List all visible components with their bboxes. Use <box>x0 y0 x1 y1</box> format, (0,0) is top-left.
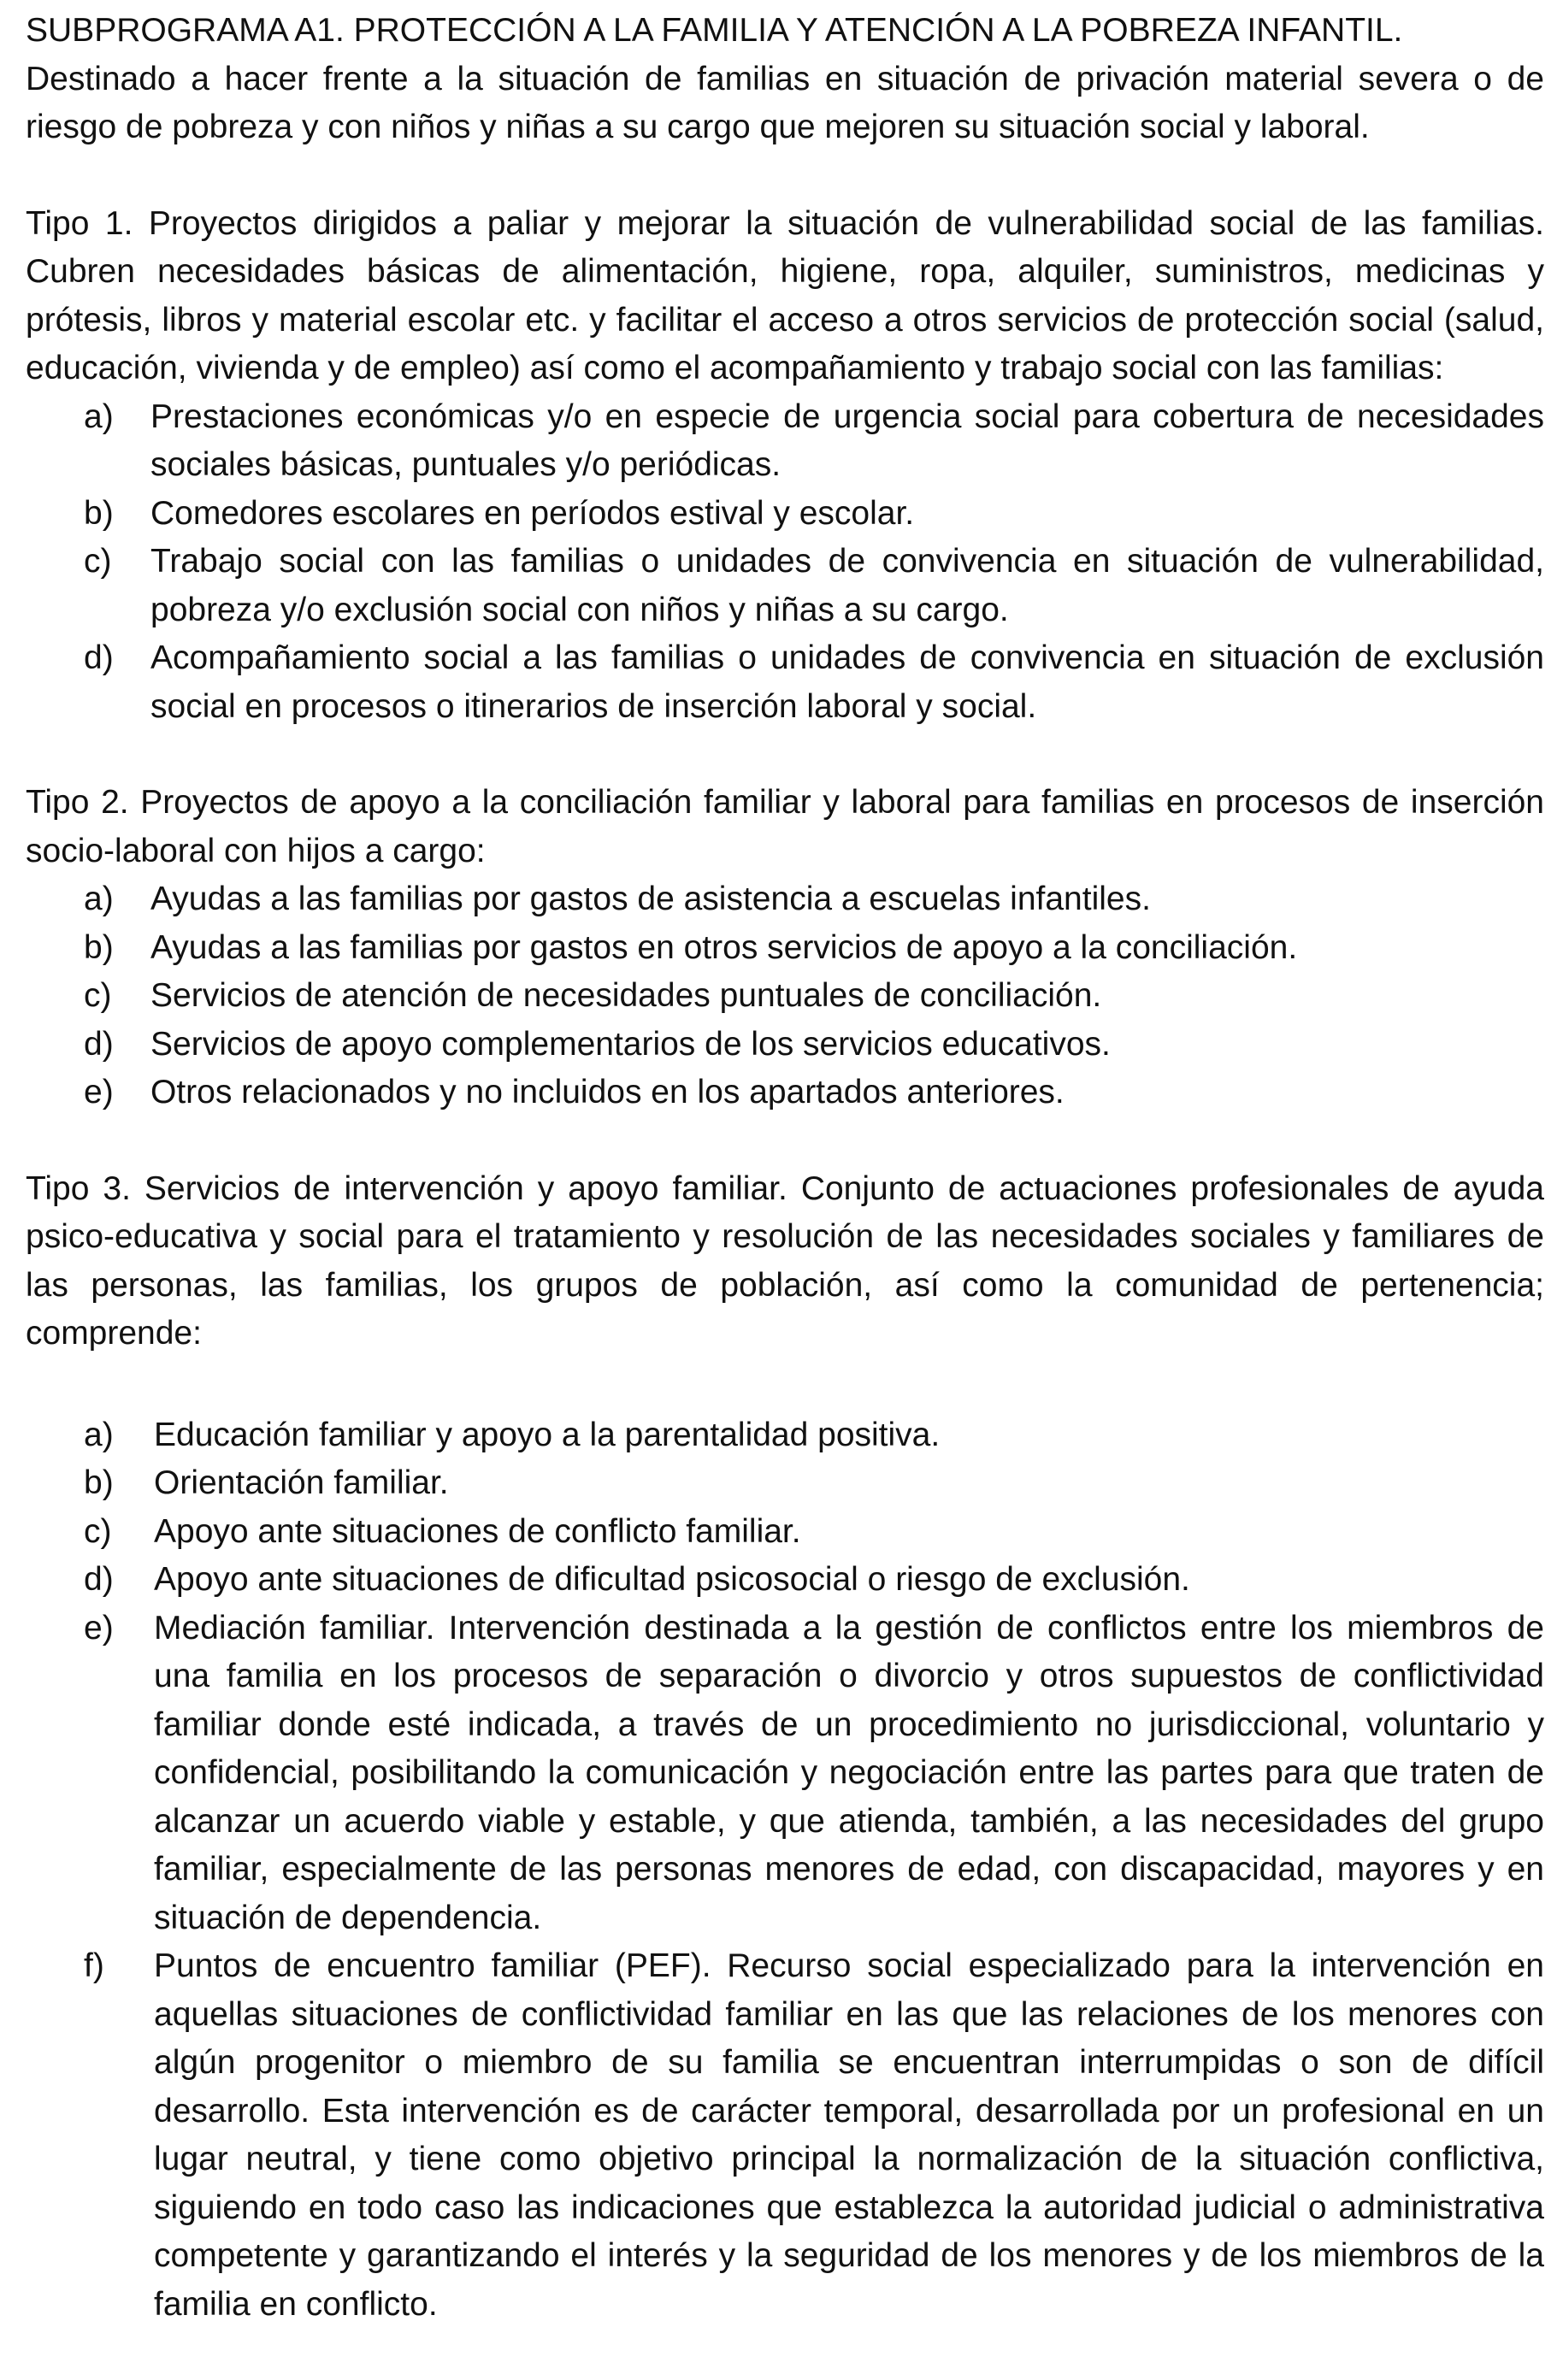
tipo-2-section <box>26 779 1544 1117</box>
spacer <box>26 731 1544 779</box>
list-item-text: Servicios de atención de necesidades puntuales de conciliación. <box>150 977 1102 1014</box>
list-item-text: Orientación familiar. <box>154 1464 449 1501</box>
list-item-text: Acompañamiento social a las familias o unidades de convivencia en situación de exclusión social en procesos o itinerarios de inserción laboral y social. <box>150 639 1544 725</box>
list-item <box>26 1942 1544 2329</box>
list-item <box>26 1411 1544 1460</box>
list-item <box>26 972 1544 1021</box>
list-item <box>26 1605 1544 1943</box>
list-item-text: Ayudas a las familias por gastos de asistencia a escuelas infantiles. <box>150 881 1151 917</box>
list-item <box>26 634 1544 731</box>
list-marker: c) <box>84 1512 112 1550</box>
tipo-2-intro: Tipo 2. Proyectos de apoyo a la conciliación familiar y laboral para familias en procesos de inserción socio-laboral con hijos a cargo: <box>26 784 1544 869</box>
list-item-text: Otros relacionados y no incluidos en los apartados anteriores. <box>150 1074 1065 1110</box>
list-item <box>26 490 1544 539</box>
list-marker: a) <box>84 398 114 435</box>
list-marker: d) <box>84 1561 114 1598</box>
subprogram-title: SUBPROGRAMA A1. PROTECCIÓN A LA FAMILIA Y ATENCIÓN A LA POBREZA INFANTIL. <box>26 12 1403 49</box>
tipo-3-section <box>26 1165 1544 2330</box>
list-item-text: Apoyo ante situaciones de dificultad psicosocial o riesgo de exclusión. <box>154 1561 1190 1598</box>
list-marker: a) <box>84 1416 114 1453</box>
tipo-1-intro: Tipo 1. Proyectos dirigidos a paliar y mejorar la situación de vulnerabilidad social de las familias. Cubren necesidades básicas de alimentación, higiene, ropa, alquiler, suministros, medicinas y prótesis, libros y material escolar etc. y facilitar el acceso a otros servicios de protección social (salud, educación, vivienda y de empleo) así como el acompañamiento y trabajo social con las familias: <box>26 204 1544 386</box>
tipo-3-intro: Tipo 3. Servicios de intervención y apoyo familiar. Conjunto de actuaciones profesionales de ayuda psico-educativa y social para el tratamiento y resolución de las necesidades sociales y familiares de las personas, las familias, los grupos de población, así como la comunidad de pertenencia; comprende: <box>26 1169 1544 1352</box>
list-item <box>26 924 1544 973</box>
list-marker: e) <box>84 1609 114 1647</box>
tipo-1-section <box>26 200 1544 732</box>
list-item-text: Trabajo social con las familias o unidades de convivencia en situación de vulnerabilidad, pobreza y/o exclusión social con niños y niñas a su cargo. <box>150 543 1544 628</box>
list-marker: c) <box>84 977 112 1014</box>
list-item-text: Mediación familiar. Intervención destinada a la gestión de conflictos entre los miembros de una familia en los procesos de separación o divorcio y otros supuestos de conflictividad familiar donde esté indicada, a través de un procedimiento no jurisdiccional, voluntario y confidencial, posibilitando la comunicación y negociación entre las partes para que traten de alcanzar un acuerdo viable y estable, y que atienda, también, a las necesidades del grupo familiar, especialmente de las personas menores de edad, con discapacidad, mayores y en situación de dependencia. <box>154 1609 1544 1936</box>
list-item <box>26 1069 1544 1117</box>
list-marker: b) <box>84 494 114 532</box>
list-item <box>26 1459 1544 1508</box>
list-item <box>26 538 1544 634</box>
list-marker: f) <box>84 1947 104 1984</box>
spacer <box>26 1358 1544 1411</box>
list-item-text: Prestaciones económicas y/o en especie de urgencia social para cobertura de necesidades sociales básicas, puntuales y/o periódicas. <box>150 398 1544 483</box>
tipo-2-list <box>26 875 1544 1117</box>
list-item-text: Ayudas a las familias por gastos en otros servicios de apoyo a la conciliación. <box>150 928 1298 966</box>
list-marker: d) <box>84 639 114 676</box>
spacer <box>26 1117 1544 1165</box>
spacer <box>26 152 1544 200</box>
list-marker: e) <box>84 1074 114 1110</box>
list-item <box>26 875 1544 924</box>
tipo-1-list <box>26 393 1544 732</box>
list-item-text: Apoyo ante situaciones de conflicto familiar. <box>154 1512 801 1550</box>
list-item <box>26 1556 1544 1605</box>
list-marker: b) <box>84 928 114 966</box>
list-item-text: Educación familiar y apoyo a la parentalidad positiva. <box>154 1416 941 1453</box>
list-marker: b) <box>84 1464 114 1501</box>
list-item <box>26 1021 1544 1069</box>
list-marker: c) <box>84 543 112 580</box>
list-item <box>26 1508 1544 1557</box>
list-marker: d) <box>84 1025 114 1063</box>
tipo-3-list <box>26 1411 1544 2330</box>
list-item-text: Comedores escolares en períodos estival y escolar. <box>150 494 915 532</box>
list-marker: a) <box>84 881 114 917</box>
list-item-text: Servicios de apoyo complementarios de los servicios educativos. <box>150 1025 1111 1063</box>
list-item <box>26 393 1544 490</box>
subprogram-description: Destinado a hacer frente a la situación de familias en situación de privación material severa o de riesgo de pobreza y con niños y niñas a su cargo que mejoren su situación social y laboral. <box>26 60 1544 145</box>
list-item-text: Puntos de encuentro familiar (PEF). Recurso social especializado para la intervención en aquellas situaciones de conflictividad familiar en las que las relaciones de los menores con algún progenitor o miembro de su familia se encuentran interrumpidas o son de difícil desarrollo. Esta intervención es de carácter temporal, desarrollada por un profesional en un lugar neutral, y tiene como objetivo principal la normalización de la situación conflictiva, siguiendo en todo caso las indicaciones que establezca la autoridad judicial o administrativa competente y garantizando el interés y la seguridad de los menores y de los miembros de la familia en conflicto. <box>154 1947 1544 2323</box>
